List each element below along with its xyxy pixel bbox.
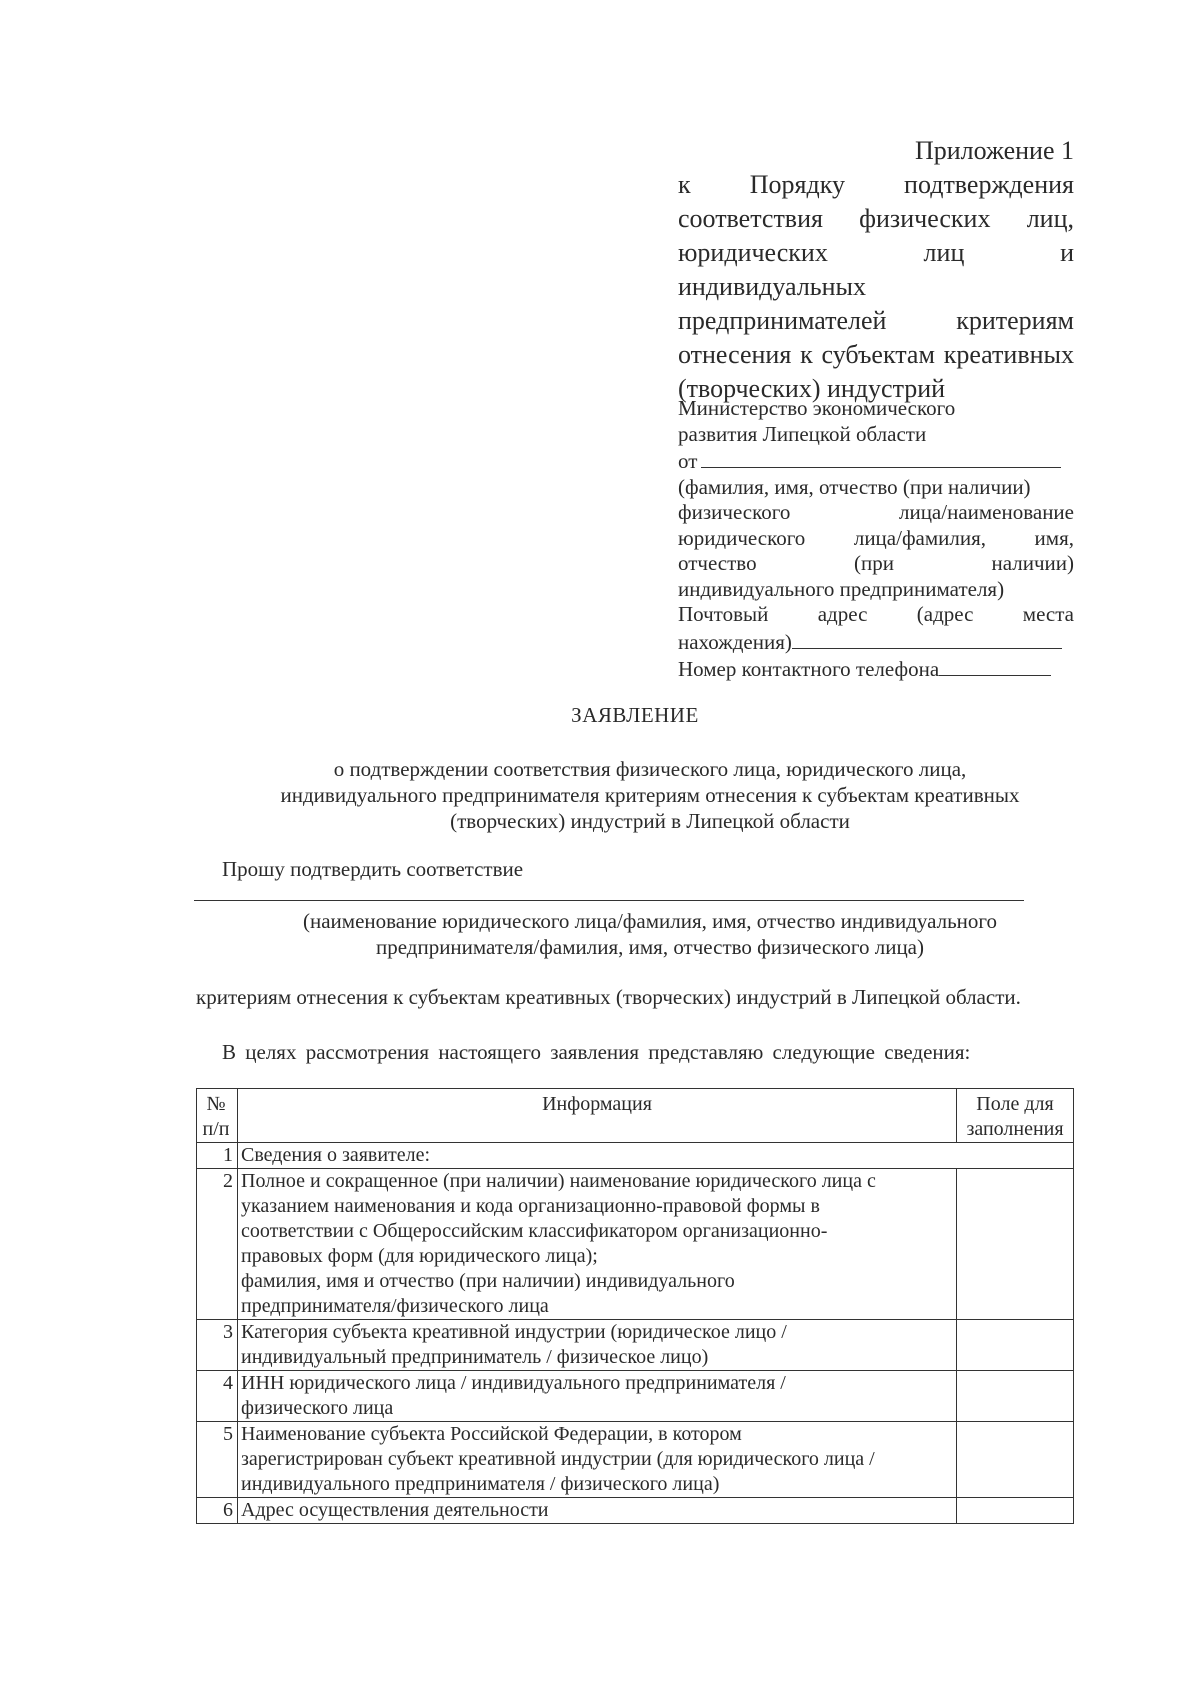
applicant-name-blank-line[interactable]: [194, 900, 1024, 901]
criteria-text: критериям отнесения к субъектам креативных (творческих) индустрий в Липецкой области.: [196, 985, 1021, 1009]
table-row: [197, 1498, 1074, 1524]
row-info-line: Сведения о заявителе:: [241, 1144, 431, 1166]
header-fill: [957, 1089, 1074, 1143]
from-blank-line[interactable]: [701, 447, 1061, 468]
postal-row: [678, 628, 1074, 656]
ministry-line-2: развития Липецкой области: [678, 421, 927, 446]
row-info-line: ИНН юридического лица / индивидуального предпринимателя /: [241, 1372, 786, 1394]
header-fill-line-1: Поле для: [976, 1093, 1054, 1115]
row-fill-cell[interactable]: [957, 1320, 1074, 1371]
row-info-line: правовых форм (для юридического лица);: [241, 1245, 598, 1267]
postal-blank-line[interactable]: [792, 628, 1062, 649]
table-row: [197, 1422, 1074, 1498]
table-row: [197, 1320, 1074, 1371]
row-number: 2: [197, 1169, 238, 1320]
row-info-line: Адрес осуществления деятельности: [241, 1499, 549, 1521]
row-info-line: индивидуальный предприниматель / физическое лицо): [241, 1346, 709, 1368]
applicant-name-hint: [230, 908, 1070, 960]
row-number: 6: [197, 1498, 238, 1524]
phone-label: Номер контактного телефона: [678, 657, 940, 681]
row-info: [238, 1320, 957, 1371]
from-label: от: [678, 449, 698, 473]
row-number: 5: [197, 1422, 238, 1498]
row-number: 1: [197, 1143, 238, 1169]
row-fill-cell[interactable]: [957, 1371, 1074, 1422]
request-text: Прошу подтвердить соответствие: [222, 857, 524, 881]
request-hint-2: предпринимателя/фамилия, имя, отчество физического лица): [375, 935, 924, 959]
appendix-line: предпринимателей критериям: [678, 306, 1074, 335]
document-subtitle: [230, 756, 1070, 834]
postal-line-1: Почтовый адрес (адрес места: [678, 602, 1074, 626]
header-fill-line-2: заполнения: [966, 1118, 1064, 1140]
table-row: [197, 1371, 1074, 1422]
header-number-line-1: №: [206, 1093, 226, 1115]
row-info-line: фамилия, имя и отчество (при наличии) индивидуального: [241, 1270, 735, 1292]
header-info: Информация: [238, 1089, 957, 1143]
row-info-line: Категория субъекта креативной индустрии (юридическое лицо /: [241, 1321, 787, 1343]
table-row: [197, 1143, 1074, 1169]
row-info: [238, 1169, 957, 1320]
addressee-block: [678, 396, 1074, 683]
row-info: [238, 1143, 1074, 1169]
row-info-line: Наименование субъекта Российской Федерации, в котором: [241, 1423, 742, 1445]
document-heading: ЗАЯВЛЕНИЕ: [571, 703, 699, 727]
applicant-info-table: [196, 1088, 1074, 1524]
row-info: [238, 1498, 957, 1524]
ministry-line-1: Министерство экономического: [678, 396, 956, 420]
from-row: [678, 447, 1074, 475]
name-hint-5: индивидуального предпринимателя): [678, 576, 1005, 601]
row-info-line: соответствии с Общероссийским классификатором организационно-: [241, 1220, 828, 1242]
table-header-row: [197, 1089, 1074, 1143]
appendix-block: [678, 134, 1074, 406]
row-number: 4: [197, 1371, 238, 1422]
postal-label: нахождения): [678, 629, 792, 654]
header-number: [197, 1089, 238, 1143]
row-info-line: указанием наименования и кода организационно-правовой формы в: [241, 1195, 820, 1217]
row-fill-cell[interactable]: [957, 1422, 1074, 1498]
subtitle-line-3: (творческих) индустрий в Липецкой области: [450, 809, 850, 833]
subtitle-line-1: о подтверждении соответствия физического лица, юридического лица,: [333, 757, 967, 781]
appendix-line: соответствия физических лиц,: [678, 204, 1074, 233]
appendix-text: [678, 168, 1074, 406]
subtitle-line-2: индивидуального предпринимателя критериям отнесения к субъектам креативных: [280, 783, 1020, 807]
row-info-line: зарегистрирован субъект креативной индустрии (для юридического лица /: [241, 1448, 875, 1470]
row-info-line: предпринимателя/физического лица: [241, 1295, 549, 1317]
row-info-line: индивидуального предпринимателя / физического лица): [241, 1473, 720, 1495]
phone-blank-line[interactable]: [939, 655, 1051, 676]
phone-row: [678, 655, 1074, 683]
name-hint-3: юридического лица/фамилия, имя,: [678, 525, 1074, 550]
appendix-line: юридических лиц и: [678, 238, 1074, 267]
row-number: 3: [197, 1320, 238, 1371]
request-hint-1: (наименование юридического лица/фамилия, имя, отчество индивидуального: [302, 909, 997, 933]
table-row: [197, 1169, 1074, 1320]
appendix-line: индивидуальных: [678, 272, 867, 301]
name-hint-2: физического лица/наименование: [678, 500, 1074, 524]
row-fill-cell[interactable]: [957, 1169, 1074, 1320]
intro-text: В целях рассмотрения настоящего заявления представляю следующие сведения:: [222, 1040, 971, 1064]
row-info: [238, 1371, 957, 1422]
row-info: [238, 1422, 957, 1498]
name-hint-1: (фамилия, имя, отчество (при наличии): [678, 474, 1031, 499]
row-fill-cell[interactable]: [957, 1498, 1074, 1524]
appendix-title: Приложение 1: [914, 136, 1074, 165]
header-number-line-2: п/п: [202, 1118, 230, 1140]
appendix-line: к Порядку подтверждения: [678, 170, 1074, 199]
appendix-line: отнесения к субъектам креативных: [678, 340, 1074, 369]
name-hint-4: отчество (при наличии): [678, 551, 1074, 575]
row-info-line: Полное и сокращенное (при наличии) наименование юридического лица с: [241, 1170, 876, 1192]
row-info-line: физического лица: [241, 1397, 394, 1419]
appendix-line: (творческих) индустрий: [678, 374, 946, 403]
